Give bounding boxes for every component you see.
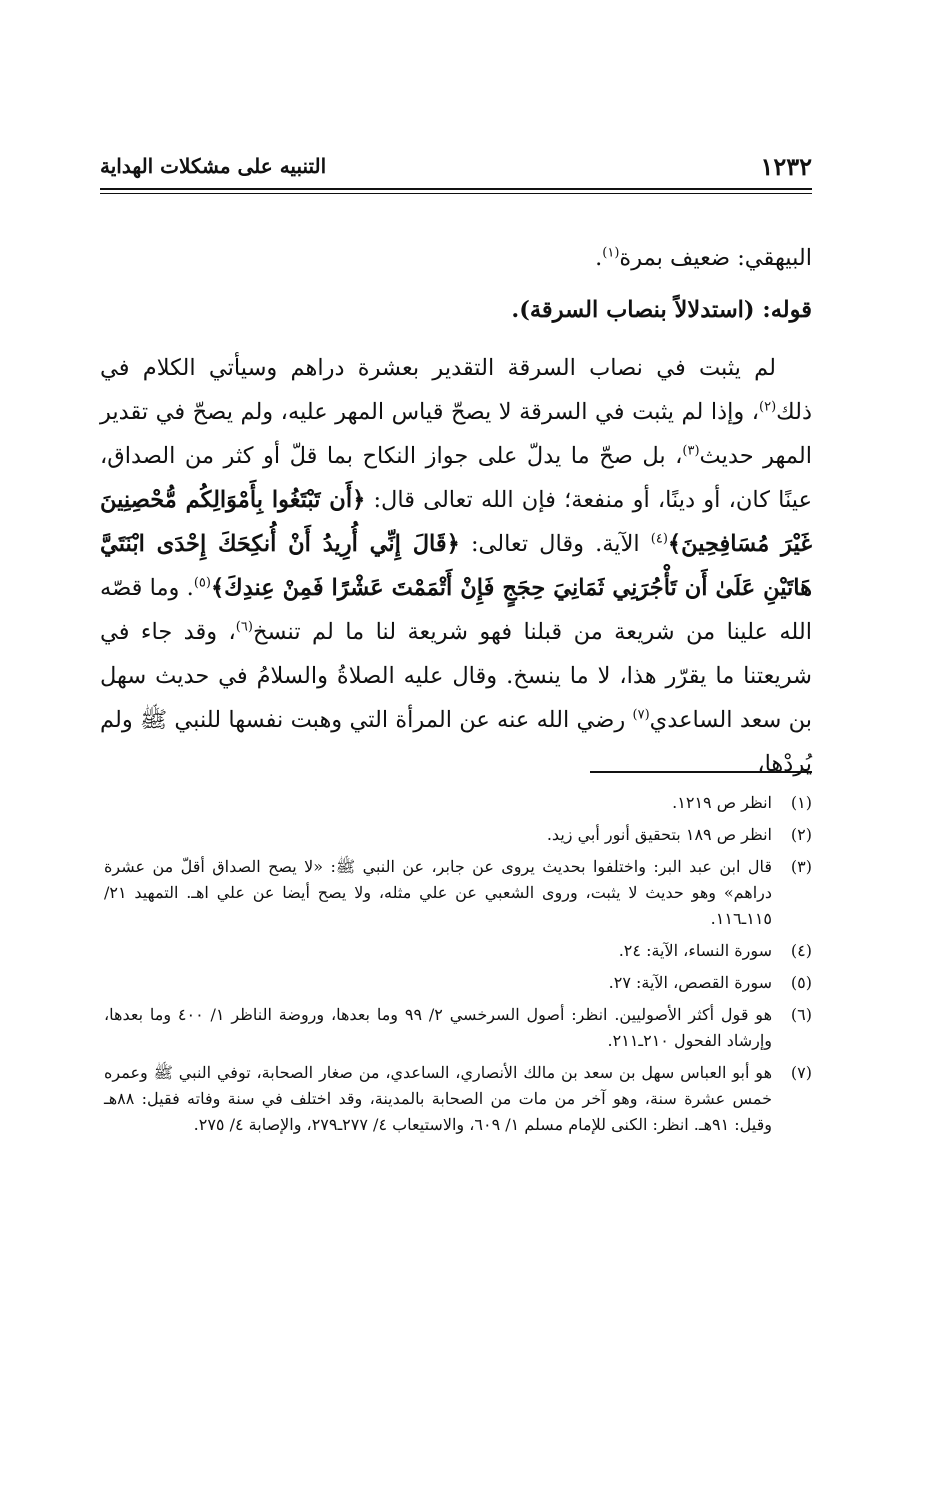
paragraph-text-b: ، وإذا لم يثبت في السرقة لا يصحّ قياس المهر عليه، ولم يصحّ في تقدير المهر حديث [100,399,812,469]
footnote-text: سورة القصص، الآية: ٢٧. [608,973,772,992]
footnote-ref-7: (٧) [632,707,650,723]
footnote-ref-3: (٣) [682,443,700,459]
page-number: ١٢٣٢ [760,151,812,181]
footnote-text: قال ابن عبد البر: واختلفوا بحديث يروى عن جابر، عن النبي ﷺ: «لا يصح الصداق أقلّ من عشرة دراهم» وهو حديث لا يثبت، وروى الشعبي عن علي مثله، ولا يصح أيضا عن علي اهـ. التمهيد ٢١/ ١١٥ـ١١٦. [104,857,772,928]
footnote-text: هو أبو العباس سهل بن سعد بن مالك الأنصاري، الساعدي، من صغار الصحابة، توفي النبي ﷺ وعمره خمس عشرة سنة، وهو آخر من مات من الصحابة بالمدينة، وقد اختلف في سنة وفاته فقيل: ٨٨هـ وقيل: ٩١هـ. انظر: الكنى للإمام مسلم ١/ ٦٠٩، والاستيعاب ٤/ ٢٧٧ـ٢٧٩، والإصابة ٤/ ٢٧٥. [104,1063,772,1134]
footnote-number: (٦) [790,1005,812,1024]
footnote-text: هو قول أكثر الأصوليين. انظر: أصول السرخسي ٢/ ٩٩ وما بعدها، وروضة الناظر ١/ ٤٠٠ وما بعدها، وإرشاد الفحول ٢١٠ـ٢١١. [104,1005,773,1050]
footnote [104,1002,812,1054]
lead-line [100,236,812,280]
footnotes [104,790,812,1144]
paragraph-text-e: . وما قصّه الله علينا من شريعة من قبلنا فهو شريعة لنا ما لم تنسخ [100,575,812,645]
paragraph-text-c: ، بل صحّ ما يدلّ على جواز النكاح بما قلّ أو كثر من الصداق، عينًا كان، أو دينًا، أو منفعة؛ فإن الله تعالى قال: [100,443,813,513]
footnote [104,1060,812,1138]
footnote-number: (٢) [790,825,812,844]
paragraph [100,346,812,786]
footnote-ref-6: (٦) [235,619,253,635]
footnote-ref-5: (٥) [193,575,211,591]
footnote-number: (٣) [790,857,812,876]
footnote-number: (٧) [790,1063,812,1082]
lead-end: . [595,245,603,271]
main-text [100,236,812,786]
paragraph-text-g: رضي الله عنه عن المرأة التي وهبت نفسها للنبي ﷺ ولم يُردْها، [100,707,812,777]
footnote-ref-4: (٤) [650,531,668,547]
footnote [104,854,812,932]
footnote-ref-2: (٢) [759,399,777,415]
footnote [104,790,812,816]
footnote [104,970,812,996]
section-heading: قوله: (استدلالاً بنصاب السرقة). [511,297,812,323]
lead-text: البيهقي: ضعيف بمرة [619,245,812,271]
footnote-ref-1: (١) [602,245,620,261]
paragraph-text-f: ، وقد جاء في شريعتنا ما يقرّر هذا، لا ما ينسخ. وقال عليه الصلاةُ والسلامُ في حديث سهل بن سعد الساعدي [100,619,812,733]
paragraph-text-a: لم يثبت في نصاب السرقة التقدير بعشرة دراهم وسيأتي الكلام في ذلك [100,355,812,425]
quran-quote-2: ﴿قَالَ إِنِّي أُرِيدُ أَنْ أُنكِحَكَ إِحْدَى ابْنَتَيَّ هَاتَيْنِ عَلَىٰ أَن تَأْجُرَنِي ثَمَانِيَ حِجَجٍ فَإِنْ أَتْمَمْتَ عَشْرًا فَمِنْ عِندِكَ﴾ [100,531,812,601]
footnote [104,822,812,848]
footnote-number: (٥) [790,973,812,992]
footnote [104,938,812,964]
paragraph-text-d: الآية. وقال تعالى: [470,531,640,557]
footnote-text: سورة النساء، الآية: ٢٤. [618,941,772,960]
header-rule-thin [100,193,812,194]
header-rule-thick [100,188,812,190]
footnote-number: (١) [790,793,812,812]
quran-quote-1: ﴿أَن تَبْتَغُوا بِأَمْوَالِكُم مُّحْصِنِينَ غَيْرَ مُسَافِحِينَ﴾ [100,487,813,557]
footnote-text: انظر ص ١٨٩ بتحقيق أنور أبي زيد. [546,825,772,844]
footnote-text: انظر ص ١٢١٩. [672,793,772,812]
running-title: التنبيه على مشكلات الهداية [100,154,327,178]
running-header [100,148,812,184]
footnote-separator [590,771,812,773]
footnote-number: (٤) [790,941,812,960]
